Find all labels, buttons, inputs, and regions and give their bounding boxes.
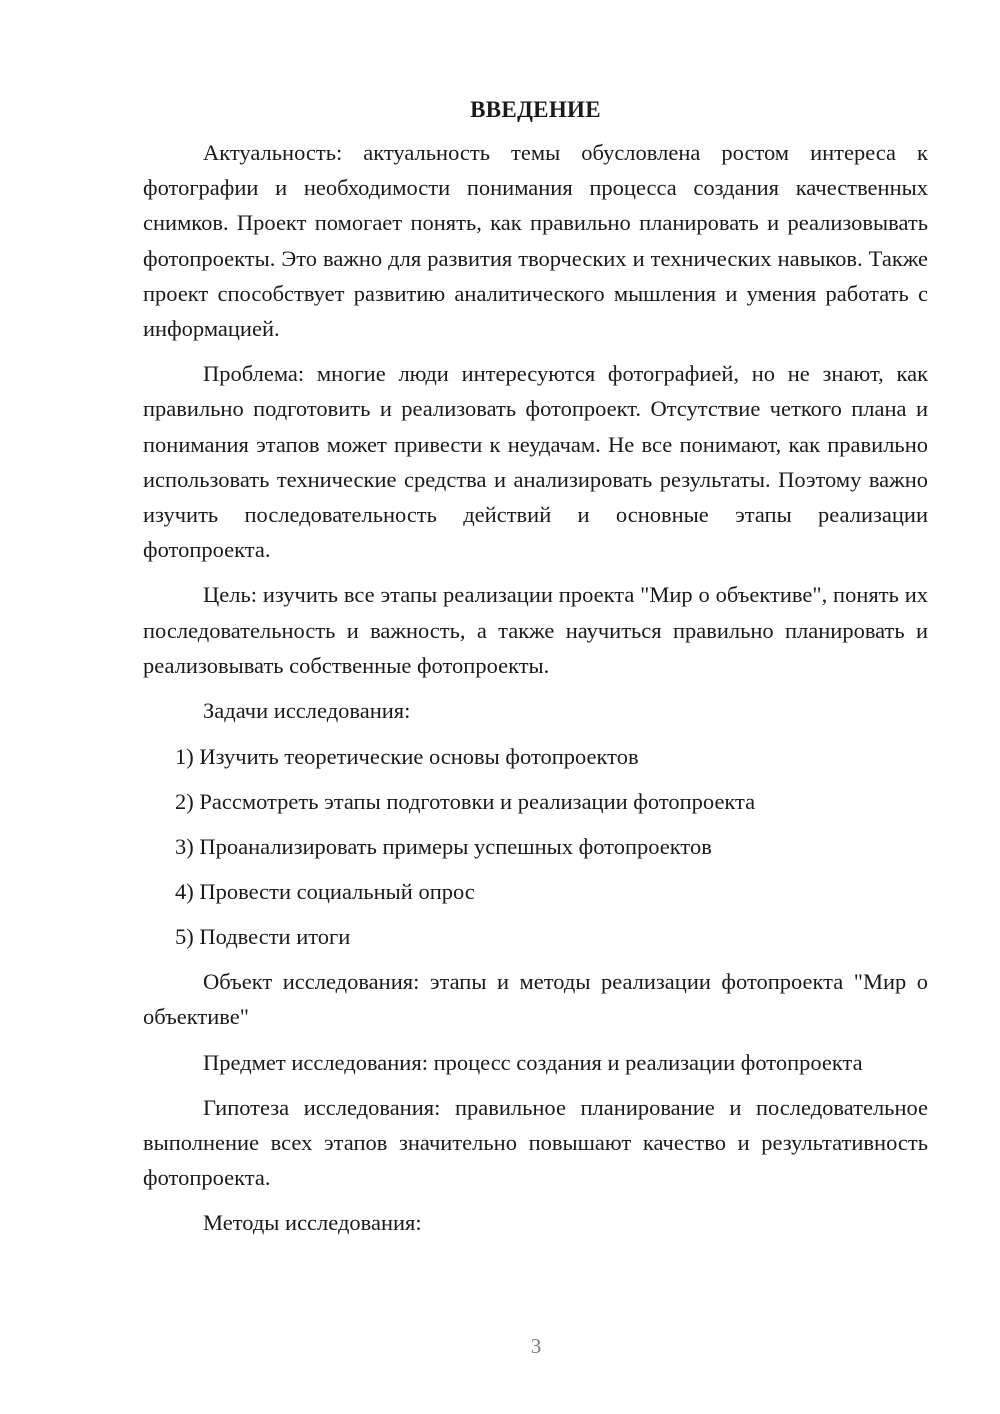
- hypothesis-paragraph: Гипотеза исследования: правильное планирование и последовательное выполнение всех этапов значительно повышают качество и результативность фотопроекта.: [143, 1094, 928, 1191]
- list-item: 1) Изучить теоретические основы фотопроектов: [175, 744, 639, 770]
- page-number: 3: [530, 1334, 542, 1358]
- relevance-paragraph: Актуальность: актуальность темы обусловлена ростом интереса к фотографии и необходимости понимания процесса создания качественных снимков. Проект помогает понять, как правильно планировать и реализовывать фотопроекты. Это важно для развития творческих и технических навыков. Также проект способствует развитию аналитического мышления и умения работать с информацией.: [143, 140, 928, 342]
- list-item: 4) Провести социальный опрос: [175, 879, 475, 905]
- list-item: 5) Подвести итоги: [175, 924, 351, 950]
- subject-paragraph: Предмет исследования: процесс создания и реализации фотопроекта: [203, 1049, 863, 1075]
- tasks-list: [143, 739, 928, 954]
- problem-paragraph: Проблема: многие люди интересуются фотографией, но не знают, как правильно подготовить и реализовать фотопроект. Отсутствие четкого плана и понимания этапов может привести к неудачам. Не все понимают, как правильно использовать технические средства и анализировать результаты. Поэтому важно изучить последовательность действий и основные этапы реализации фотопроекта.: [143, 361, 928, 563]
- methods-heading: Методы исследования:: [203, 1210, 422, 1236]
- section-title: ВВЕДЕНИЕ: [470, 97, 601, 122]
- goal-paragraph: Цель: изучить все этапы реализации проекта "Мир о объективе", понять их последовательность и важность, а также научиться правильно планировать и реализовывать собственные фотопроекты.: [143, 582, 928, 678]
- object-paragraph: Объект исследования: этапы и методы реализации фотопроекта "Мир о объективе": [143, 969, 928, 1030]
- page-content: [143, 93, 928, 1241]
- list-item: 2) Рассмотреть этапы подготовки и реализации фотопроекта: [175, 789, 756, 815]
- list-item: 3) Проанализировать примеры успешных фотопроектов: [175, 834, 712, 860]
- tasks-heading: Задачи исследования:: [203, 698, 411, 724]
